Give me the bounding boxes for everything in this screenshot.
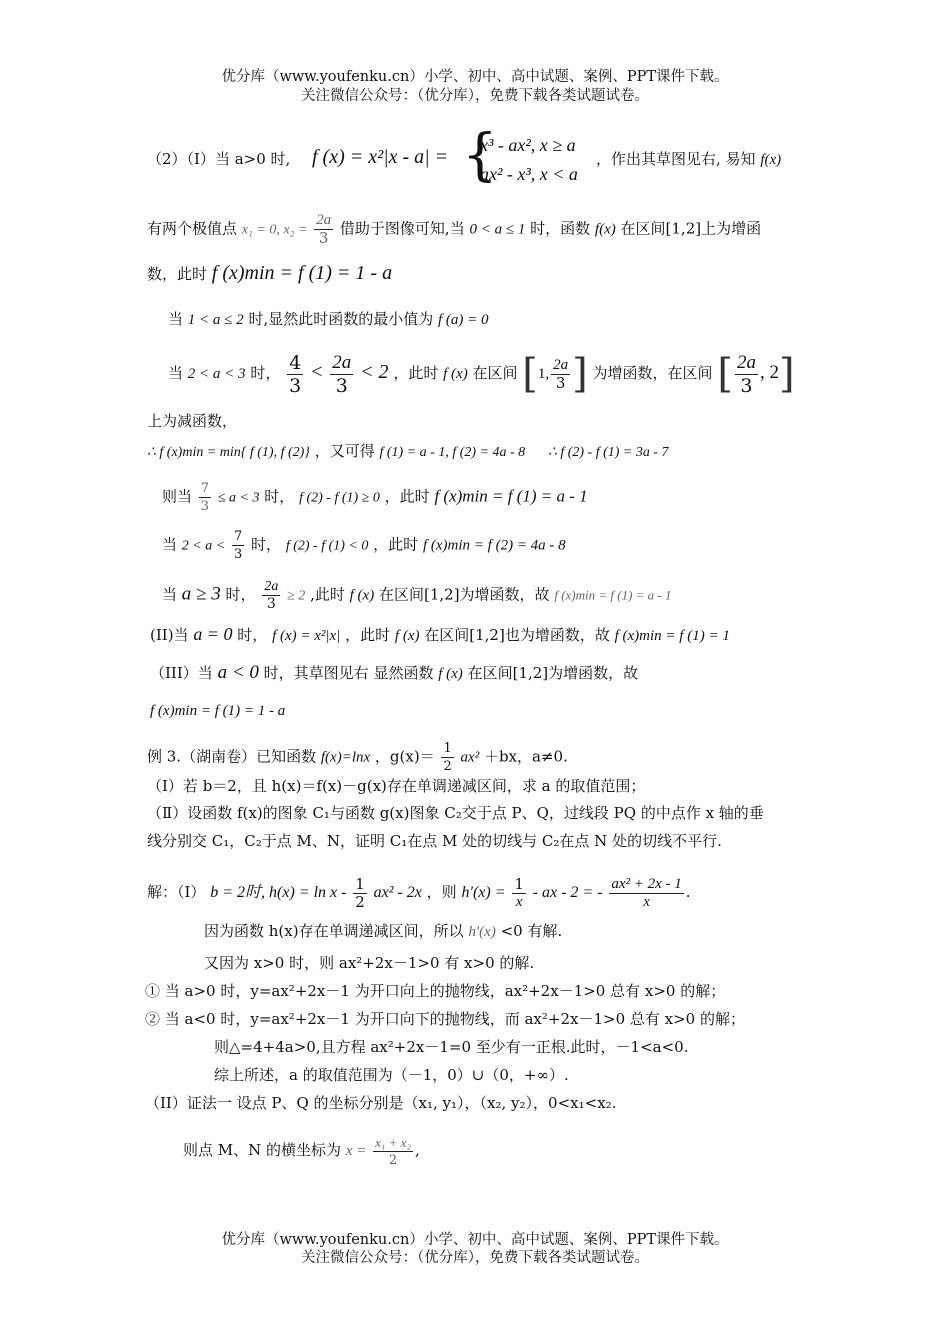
text: ，又可得 (314, 442, 375, 460)
para-sketch (596, 148, 781, 171)
frac-7-3: $\frac{7}{3}$ (233, 529, 243, 562)
math-x: x = (345, 1143, 367, 1159)
math-ax2: ax² (460, 749, 480, 766)
frac-2a-3-int2: $\frac{2a}{3}$ (736, 351, 756, 397)
para-case-1a2 (168, 308, 489, 331)
solution-step-5: ② 当 a<0 时，y=ax²+2x－1 为开口向下的抛物线，而 ax²+2x－1>0 总有 x>0 的解； (145, 1010, 745, 1028)
text: 时， (237, 626, 268, 644)
text: 时,显然此时函数的最小值为 (248, 310, 434, 328)
math-lt2: < 2 (360, 361, 389, 383)
interval-right: , 2 (759, 362, 779, 383)
bracket-open: [ (717, 351, 733, 397)
para-case-a-positive (147, 148, 290, 170)
page-footer-line1: 优分库（www.youfenku.cn）小学、初中、高中试题、案例、PPT课件下载。 (221, 1232, 729, 1248)
para-case-a-eq-0 (150, 623, 730, 647)
text: 则当 (162, 487, 193, 506)
text: （2）（I）当 a>0 时, (147, 150, 291, 168)
piecewise-case-2: ax² - x³, x < a (480, 164, 578, 184)
interval-left: 1, (537, 366, 550, 382)
frac-2a-3-int: $\frac{2a}{3}$ (553, 356, 569, 392)
frac-2a-3-big: $\frac{2a}{3}$ (332, 351, 352, 397)
math-fa: f (a) = 0 (438, 312, 489, 328)
frac-4-3: $\frac{4}{3}$ (289, 351, 302, 397)
question-2-line2: 线分别交 C₁，C₂于点 M、N，证明 C₁在点 M 处的切线与 C₂在点 N 处的切线不平行. (147, 832, 722, 850)
math-fmin: f (x)min = f (1) = 1 - a (211, 262, 393, 284)
text: 时，函数 (530, 219, 591, 238)
math-lt: < (310, 361, 324, 383)
para-case-a-ge-3 (162, 578, 672, 613)
text: 借助于图像可知,当 (339, 219, 465, 238)
math-cond: ≤ a < 3 (217, 490, 260, 506)
text: 在区间 (472, 364, 518, 382)
math-cond: 2 < a < 3 (187, 366, 246, 382)
bracket-close: ] (572, 351, 588, 397)
text: 时， (251, 535, 282, 554)
para-case-7-3 (162, 480, 588, 515)
math-diff-ge: f (2) - f (1) ≥ 0 (299, 490, 380, 506)
math-fx: f (x) (438, 666, 463, 682)
text: ，作出其草图见右, 易知 (596, 150, 756, 168)
para-case-2-7-3 (162, 528, 566, 563)
frac-2a-3: $\frac{2a}{3}$ (264, 579, 279, 612)
math-cond: a = 0 (193, 624, 233, 644)
math-fmin-1a: f (x)min = f (1) = 1 - a (150, 703, 286, 719)
math-x1x2: x₁ = 0, x₂ = (241, 222, 308, 238)
math-lnx: f(x)=lnx (320, 749, 371, 766)
solution-step-4: ① 当 a>0 时，y=ax²+2x－1 为开口向上的抛物线，ax²+2x－1>0 总有 x>0 的解； (145, 982, 726, 1000)
question-1: （Ⅰ）若 b＝2，且 h(x)＝f(x)－g(x)存在单调递减区间，求 a 的取值范围； (147, 777, 646, 795)
page-header-line1: 优分库（www.youfenku.cn）小学、初中、高中试题、案例、PPT课件下载。 (221, 69, 729, 85)
text: 当 (168, 364, 184, 382)
text: , (414, 1141, 420, 1159)
math-fmin: f (x)min = f (2) = 4a - 8 (422, 537, 566, 554)
text: 则点 M、N 的横坐标为 (183, 1141, 342, 1159)
text: 解：（I） (147, 883, 206, 901)
para-therefore-min (147, 440, 669, 464)
text: 例 3.（湖南卷）已知函数 (147, 747, 317, 766)
text: ，此时 (345, 626, 391, 644)
frac-1-x: $\frac{1}{x}$ (514, 874, 524, 910)
math-fx: f (x) (349, 587, 375, 604)
frac-1-2: $\frac{1}{2}$ (443, 741, 452, 774)
math-fx: f (x) (394, 628, 420, 644)
math-hp-mid: - ax - 2 = - (532, 884, 603, 901)
piecewise-block (462, 123, 602, 190)
text: 数，此时 (147, 265, 208, 283)
frac-2a-3: $\frac{2a}{3}$ (316, 212, 332, 247)
piecewise-case-1: x³ - ax², x ≥ a (480, 135, 576, 155)
math-cond: 0 < a ≤ 1 (469, 221, 526, 238)
math-fx: f(x) (594, 221, 616, 238)
math-cond: a ≥ 3 (181, 583, 221, 605)
math-ge2: ≥ 2 (287, 588, 306, 604)
math-cond: 2 < a < (181, 538, 226, 554)
left-brace: { (462, 123, 498, 188)
para-extreme-points (147, 212, 761, 247)
text: ，此时 (384, 487, 430, 506)
text: ，此时 (393, 364, 439, 382)
solution-line: 解：（I） b = 2时, h(x) = ln x - $\frac{1}{2}$ ax² - 2x ，则 h′(x) = $\frac{1}{x}$ - ax - 2 = - $\frac{\text{ax² + 2x - 1}}{x}$ . (147, 874, 691, 911)
text: ＋bx，a≠0. (483, 747, 568, 766)
math-hx: b = 2时, h(x) = ln x - (210, 884, 347, 901)
math-fmin: f (x)min = f (1) = 1 (614, 628, 730, 644)
example-3-title (147, 740, 568, 775)
math-f1f2: f (1) = a - 1, f (2) = 4a - 8 (379, 445, 526, 460)
bracket-close: ] (778, 351, 795, 397)
text: 时，其草图见右 显然函数 (263, 664, 434, 682)
solution-step-6: 则△=4+4a>0,且方程 ax²+2x－1=0 至少有一正根.此时，－1<a<0. (214, 1038, 689, 1056)
text: (II)当 (150, 626, 189, 644)
text: 在区间[1,2]为增函数，故 (378, 585, 550, 604)
text: 时， (250, 364, 281, 382)
solution-step-8: （II）证法一 设点 P、Q 的坐标分别是（x₁, y₁），（x₂, y₂），0<x₁<x₂. (145, 1094, 617, 1112)
page-header-line2: 关注微信公众号：（优分库），免费下载各类试题试卷。 (301, 88, 649, 104)
math-fx: f(x) (760, 152, 782, 168)
text: 在区间[1,2]上为增函 (620, 219, 762, 238)
solution-step-3: 又因为 x>0 时，则 ax²+2x－1>0 有 x>0 的解. (204, 954, 535, 972)
math-fmin: f (x)min = f (1) = a - 1 (554, 587, 672, 603)
math-hp: h′(x) = (461, 884, 506, 901)
frac-big: $\frac{\text{ax² + 2x - 1}}{x}$ (611, 875, 682, 910)
math-cond: 1 < a ≤ 2 (187, 312, 244, 328)
text: ，此时 (373, 535, 419, 554)
bracket-open: [ (522, 351, 538, 397)
solution-step-2 (204, 920, 562, 943)
solution-step-7: 综上所述，a 的取值范围为（－1，0）∪（0，+∞）. (214, 1066, 569, 1084)
text: 当 (162, 585, 178, 604)
math-min: ∴ f (x)min = min{ f (1), f (2)} (147, 445, 310, 460)
text: 因为函数 h(x)存在单调递减区间，所以 (204, 922, 464, 940)
text: 在区间[1,2]为增函数，故 (467, 664, 639, 682)
math-hp-short: h′(x) (468, 924, 496, 940)
text: ，则 (426, 883, 457, 901)
para-decreasing: 上为减函数， (147, 412, 238, 430)
text: 为增函数，在区间 (592, 364, 713, 382)
text: 在区间[1,2]也为增函数，故 (424, 626, 610, 644)
text: 有两个极值点 (147, 219, 238, 238)
text: 当 (162, 535, 178, 554)
math-fmin: f (x)min = f (1) = a - 1 (434, 486, 588, 506)
frac-1-2: $\frac{1}{2}$ (355, 874, 365, 911)
math-diff: ∴ f (2) - f (1) = 3a - 7 (547, 445, 669, 460)
text: <0 有解. (500, 922, 563, 940)
text: ，g(x)＝ (374, 747, 435, 766)
text: 当 (168, 310, 184, 328)
text: 时， (264, 487, 295, 506)
math-hx-tail: ax² - 2x (373, 884, 422, 901)
math-cond: a < 0 (217, 662, 259, 683)
para-case-2a3 (168, 350, 795, 397)
piecewise-def: f (x) = x²|x - a| = (312, 146, 449, 168)
para-case-a-lt-0 (150, 662, 638, 685)
math-diff-lt: f (2) - f (1) < 0 (285, 538, 369, 554)
math-fx2x: f (x) = x²|x| (272, 628, 341, 644)
text: 时， (225, 585, 256, 604)
question-2-line1: （Ⅱ）设函数 f(x)的图象 C₁与函数 g(x)图象 C₂交于点 P、Q，过线段 PQ 的中点作 x 轴的垂 (147, 804, 764, 822)
para-min-1 (147, 262, 392, 285)
text: ,此时 (310, 585, 345, 604)
math-fx: f (x) (443, 366, 468, 382)
page-footer-line2: 关注微信公众号：（优分库），免费下载各类试题试卷。 (301, 1250, 649, 1266)
frac-midpoint: $\frac{\text{x₁ + x₂}}{2}$ (375, 1134, 411, 1168)
frac-7-3: $\frac{7}{3}$ (200, 481, 210, 514)
text: （III）当 (150, 664, 213, 682)
solution-step-9 (183, 1130, 420, 1171)
